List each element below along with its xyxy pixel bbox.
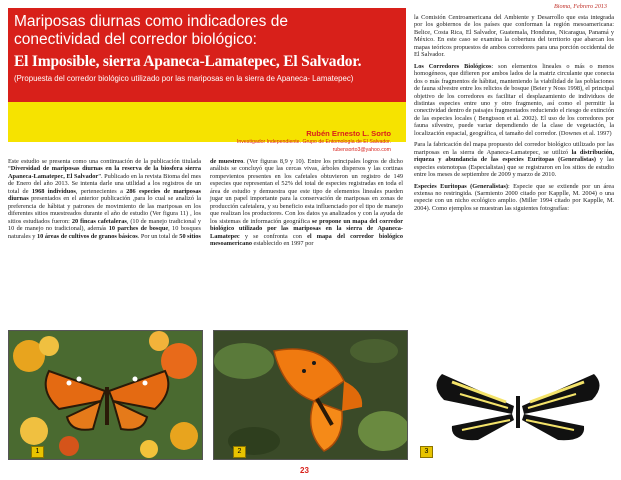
butterfly-photo-1	[8, 330, 203, 460]
figure-number-badge: 3	[420, 446, 433, 458]
paragraph: Este estudio se presenta como una continuación de la publicación titulada “Diversidad de mariposas diurnas en la reserva de la biosfera sierra Apaneca-Lamatepec, El Salvador”. Publicado en la revista Bioma del mes de Enero del año 2013. Se intenta darle una utilidad a los registros de un total de 1968 individuos, pertenecientes a 286 especies de mariposas diurnas presentados en el anterior publicación ,para lo cual se analizó la preferencia de hábitat y patrones de movimiento de las mariposas en los diferentes sitios muestreados durante el año de estudio (Ver figura 11) , los sitios estudiados fueron: 20 fincas cafetaleras, (10 de manejo tradicional y 10 de manejo no tradicional), además 10 parches de bosque, 10 bosques naturales y 10 áreas de cultivos de granos básicos. Por un total de 50 sitios	[8, 158, 201, 240]
subtitle: (Propuesta del corredor biológico utilizado por las mariposas en la sierra de Apaneca- Lamatepec)	[14, 74, 354, 83]
author-name: Rubén Ernesto L. Sorto	[306, 129, 391, 138]
paragraph: Especies Euritopas (Generalistas): Especie que se extiende por un área extensa no restringida. (Sarmiento 2000 citado por Kapplle, M. 2004) o una especie con un nicho ecológico amplio. (Miller 1994 citado por Kapplle, M. 2004). Como ejemplos se muestran las siguientes fotografías:	[414, 182, 614, 212]
author-email: rubensorto3@yahoo.com	[332, 147, 391, 153]
magazine-issue: Bioma, Febrero 2013	[554, 3, 607, 10]
paragraph: Los Corredores Biológicos: son elementos lineales o más o menos homogéneos, que difieren por ambos lados de la matriz circulante que conecta dos o más fragmentos de hábitat, manteniendo la viabilidad de las poblaciones de fauna silvestre entre los relictos de bosque (Beier y Noss 1998), el principal objetivo de los corredores es facilitar el desplazamiento de individuos de distintas especies entre uno y otro fragmento, así como el permitir la conectividad dentro de paisajes fragmentados reduciendo el riesgo de extinción de las especies locales ( Bengtsson et al. 2002). El uso de los corredores por fauna silvestre, puede variar dependiendo de la clase de vegetación, la localización espacial, geográfica, el tamaño del corredor. (Downes et al. 1997)	[414, 62, 614, 137]
author-affiliation: Investigador Independiente. Grupo de Entomología de El Salvador.	[236, 139, 391, 145]
body-column-3	[414, 14, 614, 216]
title-line-1: Mariposas diurnas como indicadores de	[14, 13, 288, 30]
body-column-1	[8, 158, 201, 244]
title-line-3: El Imposible, sierra Apaneca-Lamatepec, El Salvador.	[14, 53, 362, 70]
figure-number-badge: 2	[233, 446, 246, 458]
butterfly-photo-3	[422, 356, 615, 458]
title-line-2: conectividad del corredor biológico:	[14, 31, 257, 48]
paragraph: la Comisión Centroamericana del Ambiente y Desarrollo que esta integrada por los gobiernos de los países que conforman la región mesoamericana: Belice, Costa Rica, El Salvador, Guatemala, Honduras, Nicaragua, Panamá y México. En este caso se examina la cobertura del territorio que abarcan los mapas teóricos propuestos de ambos corredores para una porción occidental de El Salvador.	[414, 14, 614, 59]
figure-number-badge: 1	[31, 446, 44, 458]
page-number: 23	[300, 466, 309, 475]
body-column-2	[210, 158, 403, 251]
paragraph: Para la fabricación del mapa propuesto del corredor biológico utilizado por las mariposas en la sierra de Apaneca-Lamatepec, se utilizó la distribución, riqueza y abundancia de las especies Euritopas (Generalistas) y las especies estenotopas (Especialistas) que se registraron en los sitios de estudio entre los meses de septiembre de 2009 y marzo de 2010.	[414, 141, 615, 179]
paragraph: de muestreo. (Ver figuras 8,9 y 10). Entre los principales logros de dicho análisis se concluyó que las cercas vivas, árboles dispersos y las cortinas rompevientos presentes en los cafetales obtuvieron un registro de 149 especies que representan el 52% del total de especies registradas en toda el área de estudio y demuestra que este tipo de elementos lineales pueden jugar un papel importante para la conservación de mariposas en zonas de producción cafetalera, y su beneficio esta influenciado por el tipo de manejo que realizan los productores. Con los datos ya analizados y con la ayuda de los sistemas de información geográfica se propone un mapa del corredor biológico utilizado por las mariposas en la sierra de Apaneca-Lamatepec y se confronta con el mapa del corredor biológico mesoamericano establecido en 1997 por	[210, 158, 404, 247]
butterfly-photo-2	[213, 330, 408, 460]
